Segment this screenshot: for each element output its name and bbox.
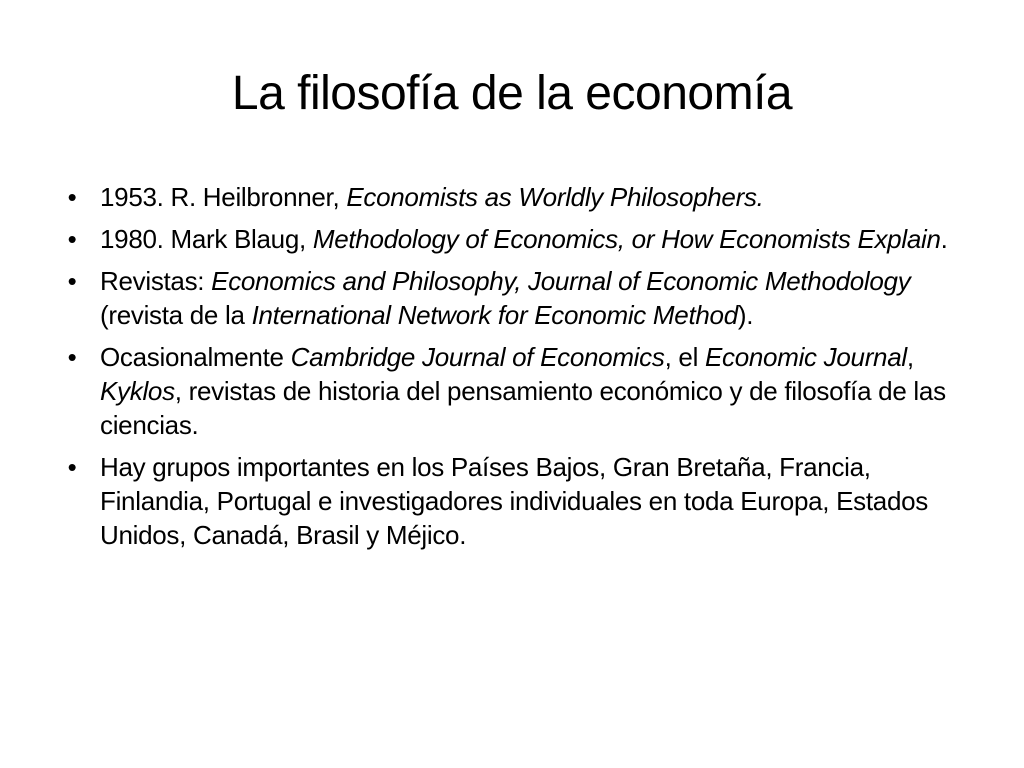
bullet-item (62, 340, 962, 442)
bullet-text-italic: Methodology of Economics, or How Economists Explain (312, 224, 941, 254)
bullet-text: ). (737, 300, 754, 330)
bullet-text: (revista de la (100, 300, 252, 330)
bullet-text: 1980. Mark Blaug, (100, 224, 313, 254)
slide-title: La filosofía de la economía (231, 67, 793, 120)
bullet-text: , el (664, 342, 705, 372)
bullet-item (62, 264, 962, 332)
bullet-list (62, 180, 962, 560)
bullet-text: Hay grupos importantes en los Países Bajos, Gran Bretaña, Francia, Finlandia, Portugal e investigadores individuales en toda Europa, Estados Unidos, Canadá, Brasil y Méjico. (100, 452, 928, 550)
bullet-point-icon: • (67, 452, 77, 482)
bullet-point-icon: • (67, 342, 77, 372)
bullet-text-italic: Economists as Worldly Philosophers. (346, 182, 764, 212)
bullet-text-italic: Economic Journal (705, 342, 907, 372)
bullet-text: Ocasionalmente (100, 342, 291, 372)
bullet-point-icon: • (67, 266, 77, 296)
bullet-point-icon: • (67, 182, 77, 212)
bullet-text-italic: Economics and Philosophy, Journal of Economic Methodology (211, 266, 911, 296)
bullet-item (62, 450, 962, 552)
bullet-text: Revistas: (100, 266, 212, 296)
bullet-text-italic: International Network for Economic Method (251, 300, 738, 330)
bullet-text-italic: Cambridge Journal of Economics (290, 342, 665, 372)
bullet-text: . (940, 224, 948, 254)
bullet-text: , revistas de historia del pensamiento económico y de filosofía de las ciencias. (100, 376, 946, 440)
bullet-text: 1953. R. Heilbronner, (100, 182, 347, 212)
bullet-item (62, 180, 962, 214)
bullet-item (62, 222, 962, 256)
bullet-point-icon: • (67, 224, 77, 254)
bullet-text-italic: Kyklos (100, 376, 175, 406)
bullet-text: , (906, 342, 914, 372)
